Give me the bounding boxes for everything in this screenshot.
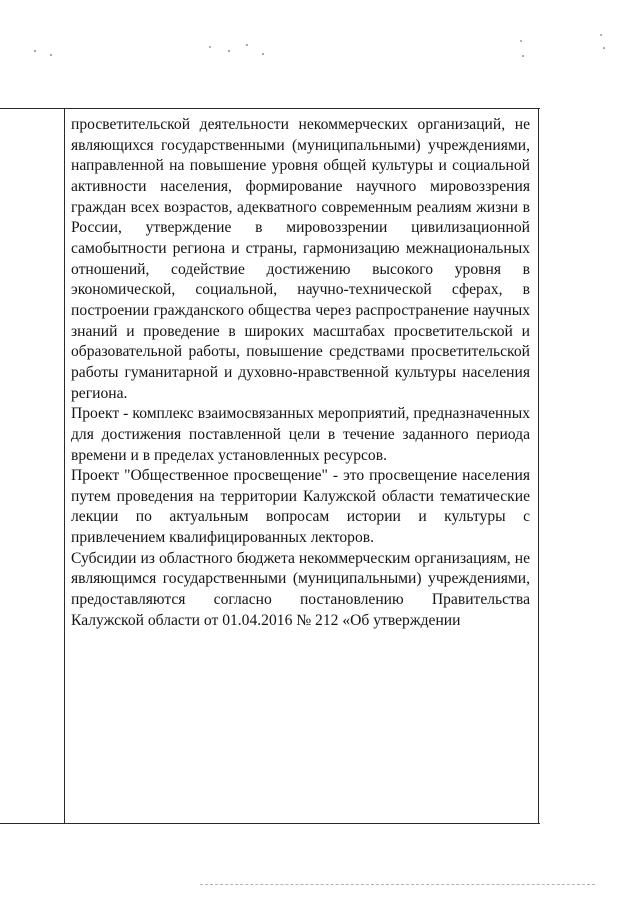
table-column-divider-right bbox=[538, 108, 539, 824]
paragraph-public-enlightenment: Проект "Общественное просвещение" - это просвещение населения путем проведения на территории Калужской области тематические лекции по актуальным вопросам истории и культуры с привлечением квалифицированных лекторов. bbox=[71, 467, 530, 547]
scan-speck bbox=[603, 47, 605, 49]
paragraph-subsidies: Субсидии из областного бюджета некоммерческим организациям, не являющимся государственными (муниципальными) учреждениями, предоставляются согласно постановлению Правительства Калужской области от 01.04.2016 № 212 «Об утверждении bbox=[71, 549, 530, 629]
scan-speck bbox=[522, 55, 524, 57]
scan-speck bbox=[209, 46, 211, 48]
scan-speck bbox=[262, 53, 264, 55]
scan-speck bbox=[50, 54, 52, 56]
scan-speck bbox=[228, 50, 230, 52]
scan-speck bbox=[34, 50, 36, 52]
scan-speck bbox=[246, 44, 248, 46]
paragraph-project-definition: Проект - комплекс взаимосвязанных мероприятий, предназначенных для достижения поставленной цели в течение заданного периода времени и в пределах установленных ресурсов. bbox=[71, 405, 530, 464]
paragraph-definition-continuation: просветительской деятельности некоммерческих организаций, не являющихся государственными (муниципальными) учреждениями, направленной на повышение уровня общей культуры и социальной активности населения, формирование научного мировоззрения граждан всех возрастов, адекватного современным реалиям жизни в России, утверждение в мировоззрении цивилизационной самобытности региона и страны, гармонизацию межнациональных отношений, содействие достижению высокого уровня в экономической, социальной, научно-технической сферах, в построении гражданского общества через распространение научных знаний и проведение в широких масштабах просветительской и образовательной работы, повышение средствами просветительской работы гуманитарной и духовно-нравственной культуры населения региона. bbox=[71, 116, 530, 402]
scan-artifact-line bbox=[200, 884, 595, 885]
table-cell-text bbox=[71, 115, 530, 631]
table-column-divider-left bbox=[64, 108, 65, 824]
scan-speck bbox=[520, 40, 522, 42]
scan-speck bbox=[600, 34, 602, 36]
